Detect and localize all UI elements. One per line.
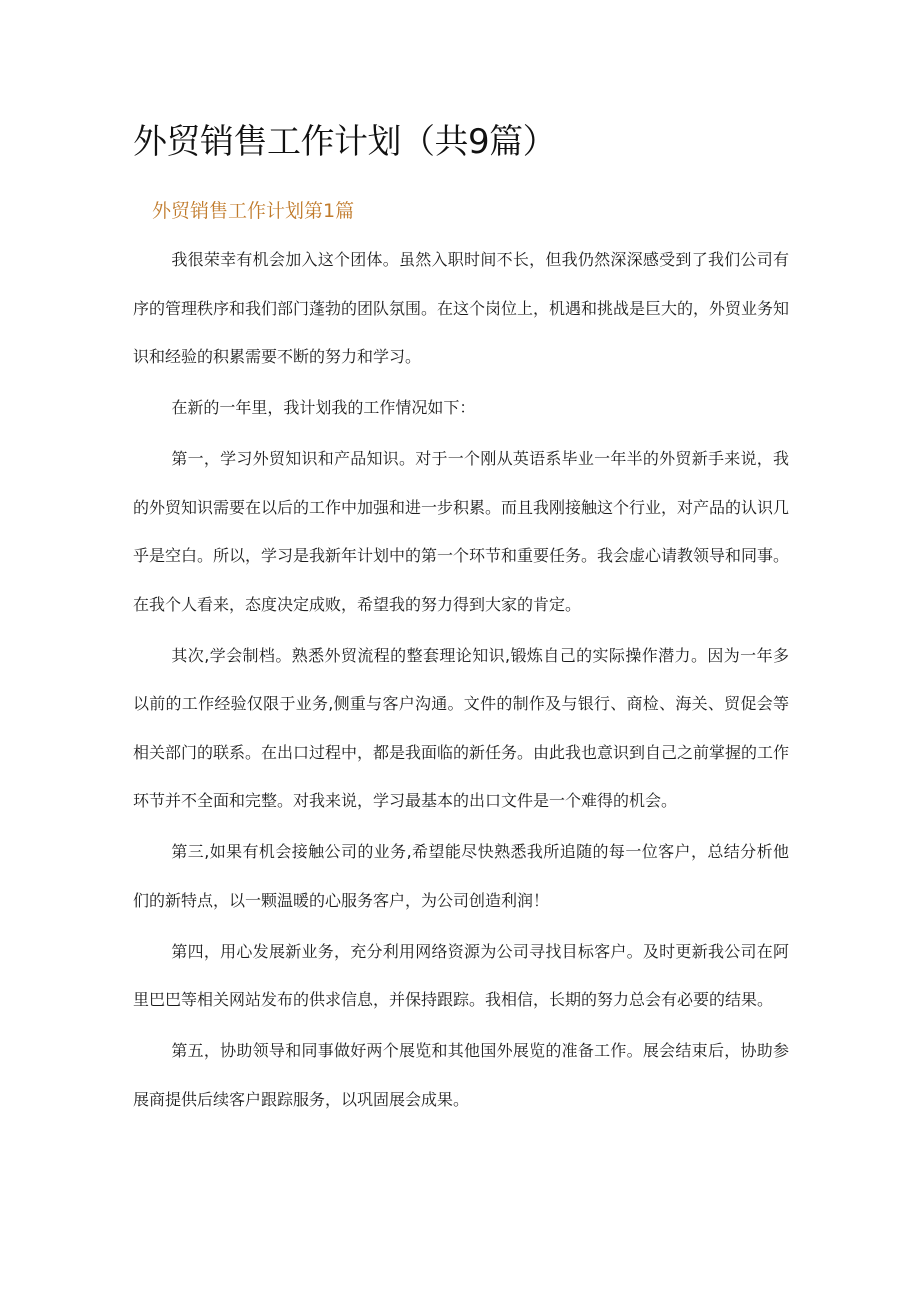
paragraph: 第三,如果有机会接触公司的业务,希望能尽快熟悉我所追随的每一位客户，总结分析他们的新特点，以一颗温暖的心服务客户，为公司创造利润！ <box>133 842 789 910</box>
paragraph: 其次,学会制档。熟悉外贸流程的整套理论知识,锻炼自己的实际操作潜力。因为一年多以前的工作经验仅限于业务,侧重与客户沟通。文件的制作及与银行、商检、海关、贸促会等相关部门的联系。在出口过程中，都是我面临的新任务。由此我也意识到自己之前掌握的工作环节并不全面和完整。对我来说，学习最基本的出口文件是一个难得的机会。 <box>133 645 790 810</box>
document-body <box>133 236 789 1127</box>
paragraph: 第五，协助领导和同事做好两个展览和其他国外展览的准备工作。展会结束后，协助参展商提供后续客户跟踪服务，以巩固展会成果。 <box>133 1041 789 1109</box>
paragraph: 第四，用心发展新业务，充分利用网络资源为公司寻找目标客户。及时更新我公司在阿里巴巴等相关网站发布的供求信息，并保持跟踪。我相信，长期的努力总会有必要的结果。 <box>133 941 789 1009</box>
paragraph: 第一，学习外贸知识和产品知识。对于一个刚从英语系毕业一年半的外贸新手来说，我的外贸知识需要在以后的工作中加强和进一步积累。而且我刚接触这个行业，对产品的认识几乎是空白。所以，学习是我新年计划中的第一个环节和重要任务。我会虚心请教领导和同事。在我个人看来，态度决定成败，希望我的努力得到大家的肯定。 <box>133 449 790 614</box>
paragraph: 我很荣幸有机会加入这个团体。虽然入职时间不长，但我仍然深深感受到了我们公司有序的管理秩序和我们部门蓬勃的团队氛围。在这个岗位上，机遇和挑战是巨大的，外贸业务知识和经验的积累需要不断的努力和学习。 <box>133 250 790 366</box>
section-heading: 外贸销售工作计划第1篇 <box>152 200 355 222</box>
document-title: 外贸销售工作计划（共9篇） <box>133 122 557 162</box>
paragraph: 在新的一年里，我计划我的工作情况如下： <box>171 398 476 417</box>
